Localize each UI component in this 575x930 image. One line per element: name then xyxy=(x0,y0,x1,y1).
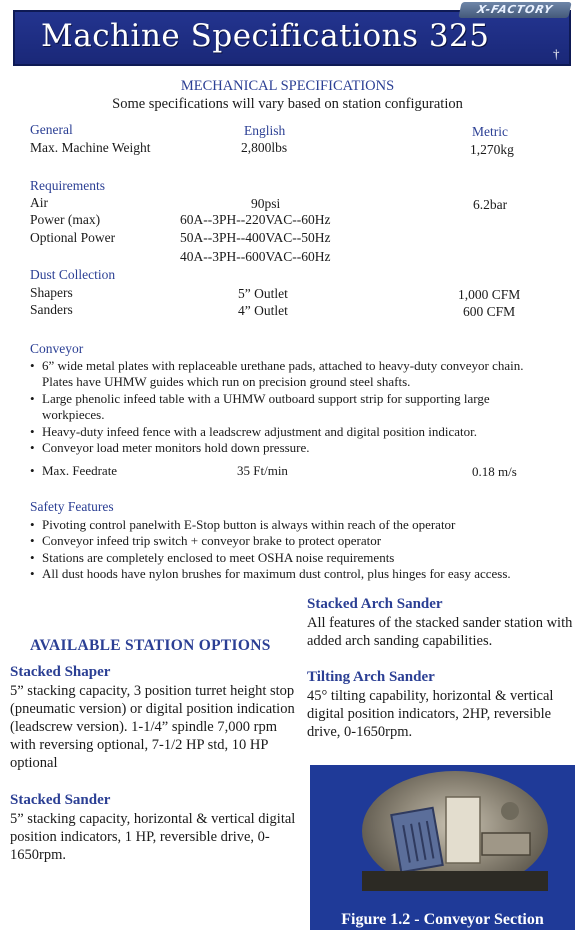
tilting-arch-sander-text: 45° tilting capability, horizontal & vertical digital position indicators, 2HP, reversible drive, 0-1650rpm. xyxy=(307,688,554,740)
stacked-arch-sander-title: Stacked Arch Sander xyxy=(307,596,443,612)
stacked-shaper-title: Stacked Shaper xyxy=(10,664,111,680)
dust-heading: Dust Collection xyxy=(30,267,116,282)
sanders-outlet: 4” Outlet xyxy=(238,303,288,318)
figure-caption: Figure 1.2 - Conveyor Section xyxy=(341,911,544,928)
power-label: Power (max) xyxy=(30,212,101,227)
page-title: Machine Specifications 325 xyxy=(41,18,490,54)
section-heading-mechanical: MECHANICAL SPECIFICATIONS xyxy=(180,78,395,94)
air-metric: 6.2bar xyxy=(473,197,508,212)
list-item: • 6” wide metal plates with replaceable urethane pads, attached to heavy-duty conveyor chain. Plates have UHMW guides which run on precision ground steel shafts. xyxy=(30,358,540,391)
requirements-heading: Requirements xyxy=(30,178,105,193)
weight-metric: 1,270kg xyxy=(470,142,514,157)
feedrate-label: • Max. Feedrate xyxy=(30,463,118,478)
weight-english: 2,800lbs xyxy=(241,140,288,155)
weight-label: Max. Machine Weight xyxy=(30,140,151,155)
conveyor-bullets xyxy=(30,358,540,456)
conveyor-heading: Conveyor xyxy=(30,341,84,356)
safety-heading: Safety Features xyxy=(30,499,114,514)
stacked-sander-title: Stacked Sander xyxy=(10,792,111,808)
subtitle: Some specifications will vary based on station configuration xyxy=(112,96,463,112)
optional-power-value-2: 40A--3PH--600VAC--60Hz xyxy=(180,249,331,264)
title-banner xyxy=(13,10,571,66)
general-heading: General xyxy=(30,122,73,137)
list-item: • Large phenolic infeed table with a UHMW outboard support strip for supporting large workpieces. xyxy=(30,391,540,424)
col-metric: Metric xyxy=(472,124,508,139)
feedrate-metric: 0.18 m/s xyxy=(472,464,517,479)
sanders-cfm: 600 CFM xyxy=(463,304,516,319)
conveyor-illustration xyxy=(362,771,548,891)
col-english: English xyxy=(244,123,286,138)
shapers-outlet: 5” Outlet xyxy=(238,286,288,301)
brand-logo: X-FACTORY xyxy=(458,2,571,18)
list-item: • Pivoting control panelwith E-Stop button is always within reach of the operator xyxy=(30,517,560,533)
list-item: • Conveyor infeed trip switch + conveyor brake to protect operator xyxy=(30,533,560,549)
safety-bullets xyxy=(30,517,560,583)
conveyor-section-figure xyxy=(310,765,575,930)
stacked-sander-text: 5” stacking capacity, horizontal & vertical digital position indicators, 1 HP, reversible drive, 0-1650rpm. xyxy=(10,811,296,863)
air-label: Air xyxy=(30,195,48,210)
stacked-shaper-text: 5” stacking capacity, 3 position turret height stop (pneumatic version) or digital position indication (leadscrew version). 1-1/4” spindle 7,000 rpm with reversing optional, 7-1/2 HP std, 10 HP optional xyxy=(10,683,295,771)
list-item: • Heavy-duty infeed fence with a leadscrew adjustment and digital position indicator. xyxy=(30,424,540,440)
shapers-cfm: 1,000 CFM xyxy=(458,287,521,302)
tilting-arch-sander-title: Tilting Arch Sander xyxy=(307,669,435,685)
list-item: • All dust hoods have nylon brushes for maximum dust control, plus hinges for easy access. xyxy=(30,566,560,582)
sanders-label: Sanders xyxy=(30,302,73,317)
power-value: 60A--3PH--220VAC--60Hz xyxy=(180,212,331,227)
optional-power-label: Optional Power xyxy=(30,230,116,245)
list-item: • Stations are completely enclosed to meet OSHA noise requirements xyxy=(30,550,560,566)
shapers-label: Shapers xyxy=(30,285,73,300)
list-item: • Conveyor load meter monitors hold down pressure. xyxy=(30,440,540,456)
title-mark: † xyxy=(553,46,560,61)
feedrate-english: 35 Ft/min xyxy=(237,463,288,478)
conveyor-photo xyxy=(362,771,548,891)
stacked-arch-sander-text: All features of the stacked sander station with added arch sanding capabilities. xyxy=(307,615,573,649)
options-heading: AVAILABLE STATION OPTIONS xyxy=(30,637,271,654)
optional-power-value-1: 50A--3PH--400VAC--50Hz xyxy=(180,230,331,245)
air-english: 90psi xyxy=(251,196,281,211)
